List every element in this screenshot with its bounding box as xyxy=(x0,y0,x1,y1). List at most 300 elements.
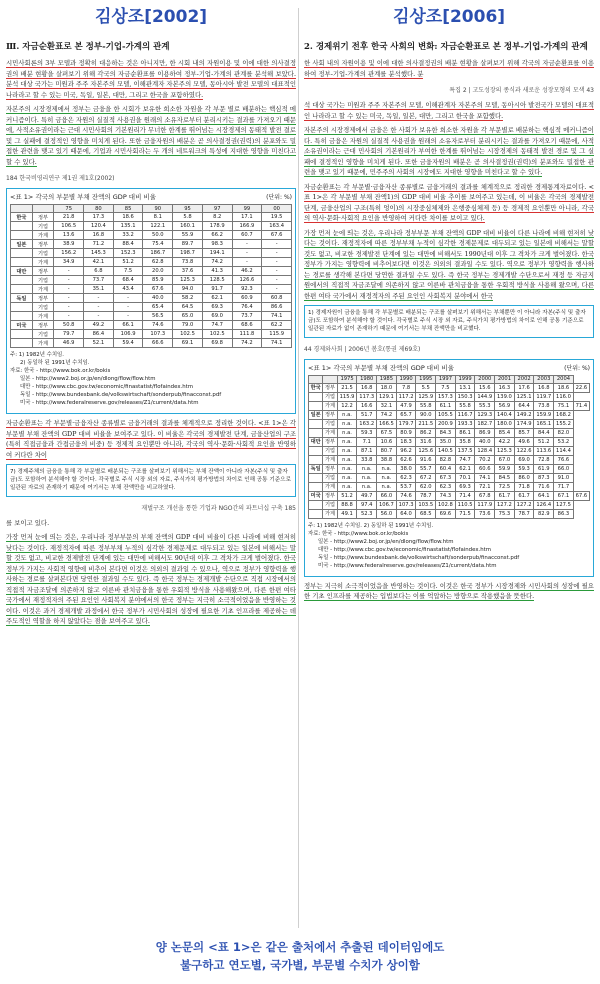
table-value-cell: 102.8 xyxy=(436,500,456,509)
table-sector-cell: 정부 xyxy=(323,464,337,473)
caption-line-1: 양 논문의 <표 1>은 같은 출처에서 추출된 데이터임에도 xyxy=(155,940,445,954)
table-value-cell: 119.7 xyxy=(534,392,554,401)
table-year-header xyxy=(11,205,33,213)
table-value-cell: 127.2 xyxy=(495,500,515,509)
table-value-cell: 60.8 xyxy=(262,294,292,303)
table-value-cell: 152.3 xyxy=(113,249,143,258)
table-value-cell: 19.5 xyxy=(262,213,292,222)
table-value-cell: 116.0 xyxy=(554,392,574,401)
left-footnote: 7) 경제주체의 금융을 통해 각 부문별로 배분되는 구조를 살펴보기 위해서는 부채 잔액이 아니라 자본(주식 및 출자금)도 포함하여 분석해야 할 것이다. 각국별로 주식 시장 외의 자료, 주식가치 평가방법의 차이로 인해 공통 기준으로 일관된 자료의 존재하기 때문에 여기서는 부채 잔액만을 비교하였다. xyxy=(6,464,296,497)
table-value-cell: 16.6 xyxy=(357,401,377,410)
table-value-cell: - xyxy=(54,285,84,294)
table-value-cell: 149.2 xyxy=(514,410,534,419)
table-value-cell: 74.2 xyxy=(377,410,397,419)
table-country-cell xyxy=(309,446,323,455)
table-value-cell: 40.0 xyxy=(143,294,173,303)
table-value-cell: 74.1 xyxy=(262,312,292,321)
table-country-cell xyxy=(309,392,323,401)
table-value-cell: 80.9 xyxy=(396,428,416,437)
table-value-cell: 16.8 xyxy=(357,383,377,392)
table-value-cell: 5.8 xyxy=(173,213,203,222)
table-note-line: 2) 동일하 된 1991년 수치임. xyxy=(20,360,90,366)
table-value-cell: 50.8 xyxy=(54,321,84,330)
table-value-cell: 47.9 xyxy=(396,401,416,410)
table-value-cell: 110.5 xyxy=(455,500,475,509)
table-value-cell: 85.4 xyxy=(495,428,515,437)
table-sector-cell: 정부 xyxy=(32,240,54,249)
table-value-cell: 105.5 xyxy=(436,410,456,419)
table-value-cell: 115.9 xyxy=(337,392,357,401)
table-value-cell: n.a. xyxy=(337,464,357,473)
table-value-cell: 88.8 xyxy=(337,500,357,509)
table-value-cell: 74.1 xyxy=(475,473,495,482)
table-value-cell: - xyxy=(84,303,114,312)
table-value-cell: 139.0 xyxy=(495,392,515,401)
table-country-cell xyxy=(11,330,33,339)
table-value-cell: 60.7 xyxy=(232,231,262,240)
table-value-cell: 68.6 xyxy=(232,321,262,330)
left-page-1 xyxy=(6,40,296,631)
table-value-cell: 107.3 xyxy=(396,500,416,509)
table-row xyxy=(11,213,292,222)
table-value-cell: 129.3 xyxy=(475,410,495,419)
table-value-cell: 61.7 xyxy=(514,491,534,500)
table-country-cell xyxy=(309,482,323,491)
table-value-cell: 74.6 xyxy=(396,491,416,500)
table-sector-cell: 가계 xyxy=(32,312,54,321)
table-value-cell: 61.9 xyxy=(534,464,554,473)
table-row xyxy=(309,392,590,401)
table-value-cell: 127.2 xyxy=(514,500,534,509)
table-value-cell: 17.1 xyxy=(232,213,262,222)
table-value-cell: 35.1 xyxy=(84,285,114,294)
table-value-cell: 6.8 xyxy=(84,267,114,276)
table-value-cell: 66.0 xyxy=(554,464,574,473)
table-value-cell: 67.3 xyxy=(436,473,456,482)
table-value-cell: - xyxy=(232,258,262,267)
table-sector-cell: 기업 xyxy=(323,473,337,482)
table-value-cell: 46.2 xyxy=(232,267,262,276)
table-row xyxy=(11,249,292,258)
table-row xyxy=(309,491,590,500)
table-row xyxy=(309,455,590,464)
table-row xyxy=(11,330,292,339)
left-paragraph-bottom-1: 를 보이고 있다. xyxy=(6,518,50,527)
table-sector-cell: 정부 xyxy=(32,267,54,276)
table-value-cell: 31.6 xyxy=(416,437,436,446)
table-value-cell: 74.7 xyxy=(455,455,475,464)
left-paragraph-1: 시민사회론의 3부 모델과 정확히 대응하는 것은 아니지만, 한 시회 내의 자원이용 및 이에 대한 의사결정권의 배분 현황을 살펴보기 위해 각국의 자금순환표를 이용하여 정부-기업-가계의 관계를 분석해 보았다. 분석 대상 국가는 미원과 주주 자본주의 모델, 이해관계자 자본주의 모델, 동아시아 발전 모델의 대표적인 나라라고 할 수 있는 미국, 독일, 일본, 대만, 그리고 한국을 포함하였다. xyxy=(6,59,296,99)
table-value-cell: 198.7 xyxy=(173,249,203,258)
table-value-cell: 17.3 xyxy=(84,213,114,222)
table-value-cell: 64.5 xyxy=(173,303,203,312)
table-value-cell: 51.7 xyxy=(357,410,377,419)
table-country-cell: 일본 xyxy=(11,240,33,249)
table-row xyxy=(309,428,590,437)
table-value-cell: 75.4 xyxy=(143,240,173,249)
table-value-cell: - xyxy=(54,294,84,303)
table-value-cell: 66.0 xyxy=(377,491,397,500)
right-table-notes xyxy=(308,522,590,570)
table-note-line: 대만 - http://www.cbc.gov.tw/economic/finastatist/flofaindex.htm xyxy=(318,546,492,553)
table-country-cell: 독일 xyxy=(11,294,33,303)
right-paragraph-bottom: 정부는 지극히 소극적이었음을 반영하는 것이다. 이것은 한국 정부가 시장경제와 시민사회의 성장에 필요한 기초 인프라를 제공하는 입법보다는 이를 억압하는 방향으로 작용했음을 뜻한다. xyxy=(304,581,594,601)
table-value-cell: n.a. xyxy=(337,482,357,491)
table-country-cell xyxy=(11,312,33,321)
table-value-cell: 13.1 xyxy=(455,383,475,392)
table-value-cell: 126.6 xyxy=(232,276,262,285)
table-value-cell: 125.3 xyxy=(173,276,203,285)
table-value-cell: 155.2 xyxy=(554,419,574,428)
table-row xyxy=(11,240,292,249)
table-note-line: 일본 - http://www2.boj.or.jp/en/dlong/flow/flow.htm xyxy=(20,376,156,382)
table-value-cell: 67.5 xyxy=(377,428,397,437)
table-year-header: 99 xyxy=(232,205,262,213)
table-value-cell: n.a. xyxy=(337,437,357,446)
table-value-cell: 150.3 xyxy=(455,392,475,401)
table-value-cell: 62.2 xyxy=(262,321,292,330)
table-country-cell xyxy=(11,222,33,231)
table-year-header: 1975 xyxy=(337,375,357,383)
table-value-cell: 70.1 xyxy=(455,473,475,482)
table-value-cell: - xyxy=(54,312,84,321)
table-value-cell: 194.1 xyxy=(202,249,232,258)
table-value-cell: 42.1 xyxy=(84,258,114,267)
right-document xyxy=(304,0,594,930)
table-value-cell: 43.4 xyxy=(113,285,143,294)
table-sector-cell: 기업 xyxy=(32,303,54,312)
table-row xyxy=(11,321,292,330)
table-value-cell: 125.6 xyxy=(416,446,436,455)
table-value-cell: 33.2 xyxy=(113,231,143,240)
table-value-cell: 69.0 xyxy=(202,312,232,321)
table-value-cell: 86.9 xyxy=(475,428,495,437)
table-value-cell: 38.9 xyxy=(54,240,84,249)
table-value-cell: 86.4 xyxy=(84,330,114,339)
table-country-cell xyxy=(11,249,33,258)
table-sector-cell: 기업 xyxy=(32,222,54,231)
table-row xyxy=(309,509,590,518)
table-value-cell: - xyxy=(262,258,292,267)
table-value-cell: 67.8 xyxy=(475,491,495,500)
table-value-cell: 37.6 xyxy=(173,267,203,276)
table-value-cell: 60.6 xyxy=(475,464,495,473)
right-running-head-2: 44 경제와사회 | 2006년 봄호(통권 제69호) xyxy=(304,345,421,353)
table-row xyxy=(11,222,292,231)
table-value-cell: 106.5 xyxy=(54,222,84,231)
table-value-cell: 64.0 xyxy=(396,509,416,518)
table-note-line: 독일 - http://www.bundesbank.de/volkswirtschaft/sonderpub/finacconst.pdf xyxy=(20,392,222,398)
table-value-cell: 66.1 xyxy=(113,321,143,330)
table-country-cell xyxy=(309,500,323,509)
table-value-cell: 107.3 xyxy=(143,330,173,339)
right-header: 김상조[2006] xyxy=(392,7,506,27)
table-row xyxy=(11,294,292,303)
table-sector-cell: 정부 xyxy=(32,213,54,222)
table-value-cell: 52.1 xyxy=(84,339,114,348)
table-value-cell: 21.5 xyxy=(337,383,357,392)
table-year-header xyxy=(323,375,337,383)
table-value-cell: 56.5 xyxy=(143,312,173,321)
right-paragraph-3: 자본주의 시장경제에서 금융은 한 사회가 보유한 희소한 자원을 각 부문별로 배분하는 핵심적 메커니즘이다. 특히 금융은 자원의 실질적 사용권을 원래의 소유자로부터 분리시키는 결과를 가져오기 때문에, 사적소유권이라는 근대 민사회의 기본원리가 부여한 한계를 뛰어넘는 시장경제의 동태적 발전 경로 및 그 실패에 결정적인 영향을 미치게 된다. 또한 금융자원의 배분은 곧 의사결정권(권력)의 분포와도 밀접한 관련을 맺고 있기 때문에, 민주주의 사회의 시장에도 지대한 영향을 미친다고 할 수 있다. xyxy=(304,126,594,176)
table-value-cell: 64.1 xyxy=(534,491,554,500)
table-value-cell: 140.5 xyxy=(436,446,456,455)
table-value-cell: 41.3 xyxy=(202,267,232,276)
table-value-cell: 73.7 xyxy=(232,312,262,321)
table-country-cell: 미국 xyxy=(309,491,323,500)
left-table-notes xyxy=(10,351,292,407)
table-value-cell: 116.7 xyxy=(455,410,475,419)
table-country-cell: 한국 xyxy=(11,213,33,222)
table-value-cell: n.a. xyxy=(377,464,397,473)
table-sector-cell: 정부 xyxy=(32,321,54,330)
table-value-cell: - xyxy=(113,303,143,312)
table-value-cell: 64.4 xyxy=(514,401,534,410)
table-value-cell: 69.3 xyxy=(202,303,232,312)
table-sector-cell: 가계 xyxy=(32,285,54,294)
table-sector-cell: 정부 xyxy=(32,294,54,303)
column-divider xyxy=(298,8,299,928)
table-value-cell: 40.0 xyxy=(475,437,495,446)
table-value-cell: 165.1 xyxy=(534,419,554,428)
table-country-cell xyxy=(309,473,323,482)
table-value-cell: 145.3 xyxy=(84,249,114,258)
table-value-cell: 8.1 xyxy=(143,213,173,222)
table-value-cell: 18.0 xyxy=(377,383,397,392)
table-value-cell: 49.1 xyxy=(337,509,357,518)
table-value-cell: 53.7 xyxy=(396,482,416,491)
table-value-cell: 55.7 xyxy=(416,464,436,473)
table-value-cell: 51.2 xyxy=(337,491,357,500)
table-country-cell xyxy=(309,509,323,518)
table-value-cell: 140.4 xyxy=(495,410,515,419)
table-year-header: 00 xyxy=(262,205,292,213)
table-value-cell: 67.6 xyxy=(262,231,292,240)
table-value-cell: 62.0 xyxy=(416,482,436,491)
table-year-header: 97 xyxy=(202,205,232,213)
table-value-cell: 73.6 xyxy=(475,509,495,518)
right-table-box xyxy=(304,359,594,577)
right-page-1 xyxy=(304,40,594,606)
table-row xyxy=(309,383,590,392)
table-value-cell: n.a. xyxy=(337,428,357,437)
table-value-cell: 56.0 xyxy=(377,509,397,518)
table-value-cell: 62.3 xyxy=(436,482,456,491)
left-paragraph-2: 자본주의 시장경제에서 정부는 금융을 한 시회가 보유한 희소한 자원을 각 부문 별로 배분하는 핵심적 메커니즘이다. 특히 금융은 자원의 실질적 사용권을 원래의 소유자로부터 분리시키는 결과를 가져오기 때문에, 사적소유권이라는 근대 시민사회의 기본원리가 무너한 한계를 뛰어넘는 시장경제의 동태적 발전 결로 및 그 실패에 결정적인 영향을 미치게 된다. 또한 금융자원의 배분은 곧 의사결정권(권력)의 분포와도 밀접한 관련을 맺고 있기 때문에, 기업과 시민사회라는 두 개의 네트워크의 특성에 지대한 영향을 미친다고 할 수 있다. xyxy=(6,105,296,166)
table-value-cell: 5.5 xyxy=(416,383,436,392)
table-row xyxy=(309,482,590,491)
table-row xyxy=(309,446,590,455)
table-value-cell: 38.0 xyxy=(396,464,416,473)
table-year-header: 2004 xyxy=(554,375,574,383)
table-value-cell: - xyxy=(262,267,292,276)
table-value-cell: 84.3 xyxy=(436,428,456,437)
table-value-cell: - xyxy=(232,249,262,258)
table-value-cell: 159.9 xyxy=(534,410,554,419)
table-value-cell: 49.7 xyxy=(357,491,377,500)
table-country-cell xyxy=(11,303,33,312)
table-value-cell: 179.7 xyxy=(396,419,416,428)
table-value-cell: 128.4 xyxy=(475,446,495,455)
table-sector-cell: 가계 xyxy=(323,428,337,437)
table-value-cell: 16.8 xyxy=(534,383,554,392)
table-value-cell: 62.1 xyxy=(202,294,232,303)
table-value-cell: 61.7 xyxy=(495,491,515,500)
table-value-cell: 74.3 xyxy=(436,491,456,500)
left-section-title: Ⅲ. 자금순환표로 본 정부-기업-가계의 관계 xyxy=(6,42,170,52)
table-year-header: 2000 xyxy=(475,375,495,383)
table-value-cell: 62.8 xyxy=(143,258,173,267)
table-value-cell: n.a. xyxy=(337,419,357,428)
table-value-cell: 103.5 xyxy=(416,500,436,509)
table-sector-cell: 기업 xyxy=(323,446,337,455)
table-value-cell: 166.9 xyxy=(232,222,262,231)
table-value-cell: 74.2 xyxy=(232,339,262,348)
table-value-cell: 91.6 xyxy=(416,455,436,464)
table-sector-cell: 가계 xyxy=(32,258,54,267)
table-value-cell: 7.5 xyxy=(436,383,456,392)
right-running-head: 특집 2 | 고도성장의 종식과 새로운 성장모형의 모색 43 xyxy=(449,87,594,94)
table-sector-cell: 기업 xyxy=(32,249,54,258)
table-country-cell: 독일 xyxy=(309,464,323,473)
table-value-cell: 59.3 xyxy=(514,464,534,473)
table-value-cell: - xyxy=(113,294,143,303)
table-sector-cell: 가계 xyxy=(32,339,54,348)
table-value-cell: 51.2 xyxy=(113,258,143,267)
table-year-header: 1995 xyxy=(416,375,436,383)
table-value-cell: 66.2 xyxy=(202,231,232,240)
table-country-cell: 대만 xyxy=(11,267,33,276)
table-value-cell: 102.5 xyxy=(173,330,203,339)
table-value-cell: 16.3 xyxy=(495,383,515,392)
table-value-cell: 16.8 xyxy=(84,231,114,240)
right-paragraph-1: 한 사회 내의 자원이용 및 이에 대한 의사결정권의 배분 현황을 살펴보기 위해 각국의 자금순환표를 이용하여 정부-기업-가계의 관계를 분석했다. 분 xyxy=(304,59,594,78)
table-value-cell: 67.6 xyxy=(573,491,589,500)
table-value-cell: 125.9 xyxy=(416,392,436,401)
table-value-cell: 34.9 xyxy=(54,258,84,267)
table-value-cell: 75.3 xyxy=(495,509,515,518)
table-value-cell: 115.9 xyxy=(262,330,292,339)
table-value-cell: 7.8 xyxy=(396,383,416,392)
table-value-cell: 82.0 xyxy=(554,428,574,437)
table-value-cell: 135.1 xyxy=(113,222,143,231)
table-value-cell: 59.9 xyxy=(495,464,515,473)
table-value-cell: 71.4 xyxy=(455,491,475,500)
table-value-cell: 98.3 xyxy=(202,240,232,249)
table-note-line: 독일 - http://www.bundesbank.de/volkswirtschaft/sonderpub/finacconst.pdf xyxy=(318,554,520,561)
table-value-cell: 62.6 xyxy=(396,455,416,464)
table-sector-cell: 정부 xyxy=(323,410,337,419)
table-year-header: 1997 xyxy=(436,375,456,383)
table-note-line: 자료: 한국 - http://www.bok.or.kr/bokis xyxy=(10,368,111,374)
table-value-cell: - xyxy=(54,267,84,276)
table-value-cell: - xyxy=(262,240,292,249)
table-header-row xyxy=(11,205,292,213)
table-value-cell: 59.3 xyxy=(357,428,377,437)
table-value-cell: 117.9 xyxy=(475,500,495,509)
table-sector-cell: 기업 xyxy=(32,276,54,285)
table-value-cell: 55.9 xyxy=(173,231,203,240)
table-value-cell: 50.0 xyxy=(143,231,173,240)
table-value-cell: 46.9 xyxy=(54,339,84,348)
table-value-cell: 72.8 xyxy=(534,455,554,464)
table-value-cell: 71.4 xyxy=(573,401,589,410)
table-value-cell: 114.4 xyxy=(554,446,574,455)
table-value-cell: 126.4 xyxy=(534,500,554,509)
left-table-unit: (단위: %) xyxy=(266,194,292,201)
table-value-cell: 85.9 xyxy=(143,276,173,285)
table-value-cell: 137.5 xyxy=(455,446,475,455)
table-value-cell: 52.3 xyxy=(357,509,377,518)
table-value-cell: 163.2 xyxy=(357,419,377,428)
table-value-cell: 84.5 xyxy=(495,473,515,482)
table-value-cell: 69.3 xyxy=(455,482,475,491)
table-value-cell: 65.4 xyxy=(143,303,173,312)
table-row xyxy=(11,258,292,267)
table-value-cell: 69.6 xyxy=(436,509,456,518)
table-value-cell: 125.1 xyxy=(514,392,534,401)
table-value-cell: 8.2 xyxy=(202,213,232,222)
comparison-caption xyxy=(0,938,600,974)
table-value-cell: n.a. xyxy=(337,473,357,482)
table-sector-cell: 정부 xyxy=(323,383,337,392)
table-value-cell: 76.4 xyxy=(232,303,262,312)
table-value-cell: 62.1 xyxy=(455,464,475,473)
table-value-cell: 35.8 xyxy=(455,437,475,446)
left-table-box xyxy=(6,188,296,414)
table-value-cell: 96.2 xyxy=(396,446,416,455)
table-value-cell: 38.8 xyxy=(377,455,397,464)
table-sector-cell: 가계 xyxy=(323,509,337,518)
right-footnote: 1) 경제자원이 금융을 통해 각 부문별로 배분되는 구조를 살펴보기 위해서는 부채뿐만 이 아니라 자본(주식 및 출자금)도 포함하여 분석해야 할 것이다. 각국별로 주식 시장 외 자료, 주식가치 평가방법의 차이로 인해 공통 기준으로 일관된 자료가 없이 존재하기 때문에 여기서는 부채 잔액만을 비교했다. xyxy=(304,305,594,338)
left-data-table xyxy=(10,204,292,348)
table-value-cell: 157.3 xyxy=(436,392,456,401)
table-note-line: 주: 1) 1982년 수치임. 2) 동일하 된 1991년 수치임. xyxy=(308,522,434,529)
table-value-cell: 128.5 xyxy=(202,276,232,285)
table-value-cell: 74.7 xyxy=(202,321,232,330)
table-value-cell: n.a. xyxy=(377,482,397,491)
table-country-cell xyxy=(11,258,33,267)
table-value-cell: 186.7 xyxy=(143,249,173,258)
table-year-header: 95 xyxy=(173,205,203,213)
table-value-cell: 86.0 xyxy=(514,473,534,482)
table-country-cell xyxy=(309,428,323,437)
table-value-cell: 73.8 xyxy=(173,258,203,267)
table-value-cell: 86.1 xyxy=(455,428,475,437)
table-value-cell: 94.0 xyxy=(173,285,203,294)
table-value-cell: 71.7 xyxy=(554,482,574,491)
table-value-cell: 129.1 xyxy=(377,392,397,401)
table-note-line: 대만 - http://www.cbc.gov.tw/economic/finastatist/flofaindex.htm xyxy=(20,384,194,390)
table-row xyxy=(309,401,590,410)
table-row xyxy=(309,437,590,446)
table-value-cell: 71.8 xyxy=(514,482,534,491)
table-note-line: 주: 1) 1982년 수치임. xyxy=(10,352,64,358)
table-country-cell: 일본 xyxy=(309,410,323,419)
right-paragraph-4: 자금순환표는 각 부문별·금융자산 종류별로 금융거래의 결과를 체계적으로 정리한 경제통계자료이다. <표 1>은 각 부문별 부채 잔액1)의 GDP 대비 비율 추이를 보여주고 있는데, 이 비율은 각국의 경제발전 단계, 금융산업의 구조(특히 엉이)의 시장중심체제와 은행중심체제 등) 등 경제적 요인뿐만 아니라, 각국의 역사·문화·사회적 요인을 반영하여 커다란 차이를 보이고 있다. xyxy=(304,182,594,222)
table-value-cell: 91.7 xyxy=(202,285,232,294)
table-year-header: 1980 xyxy=(357,375,377,383)
table-value-cell: 87.3 xyxy=(534,473,554,482)
table-value-cell: 144.9 xyxy=(475,392,495,401)
table-sector-cell: 정부 xyxy=(323,491,337,500)
table-country-cell xyxy=(11,276,33,285)
table-value-cell: 97.4 xyxy=(357,500,377,509)
table-value-cell: 88.4 xyxy=(113,240,143,249)
table-header-row xyxy=(309,375,590,383)
table-value-cell: 168.2 xyxy=(554,410,574,419)
table-sector-cell: 기업 xyxy=(323,419,337,428)
